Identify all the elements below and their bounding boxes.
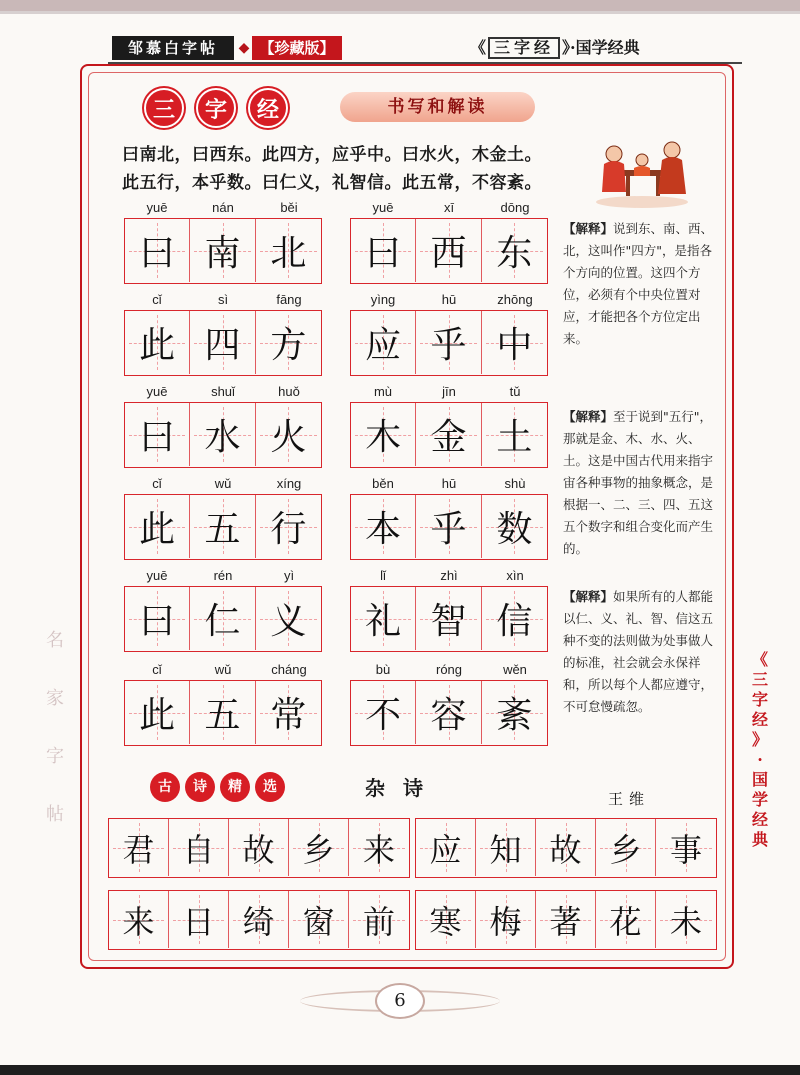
pinyin-label: xī	[443, 200, 455, 215]
pinyin-label: yuē	[146, 568, 168, 583]
grid-cell	[476, 819, 536, 876]
pinyin-label: nán	[212, 200, 234, 215]
side-char: 字	[46, 746, 64, 767]
char-group	[124, 476, 322, 572]
grid-cell	[256, 403, 321, 466]
pinyin-label: cǐ	[152, 292, 162, 307]
hanzi-char: 知	[489, 830, 522, 869]
pinyin-label: yì	[283, 568, 295, 583]
explanation-tag: 【解释】	[563, 409, 614, 424]
pinyin-label: huǒ	[278, 384, 300, 399]
side-char: 家	[46, 688, 64, 709]
hanzi-char: 北	[270, 233, 307, 274]
hanzi-char: 绮	[242, 902, 275, 941]
grid-cell	[482, 681, 547, 744]
char-group	[124, 200, 322, 296]
hanzi-char: 曰	[139, 417, 176, 458]
writing-grid	[350, 402, 548, 468]
verse-line-1: 曰南北，曰西东。此四方，应乎中。曰水火，木金土。	[122, 145, 542, 165]
hanzi-char: 应	[429, 830, 462, 869]
section-title-char-3: 经	[248, 88, 288, 128]
pinyin-label: rén	[213, 568, 233, 583]
pinyin-label: mù	[373, 384, 393, 399]
grid-cell	[416, 819, 476, 876]
writing-grid	[124, 218, 322, 284]
section-title-char-2: 字	[196, 88, 236, 128]
hanzi-char: 窗	[302, 902, 335, 941]
pinyin-label: wǔ	[214, 662, 232, 677]
writing-grid	[124, 402, 322, 468]
hanzi-char: 南	[204, 233, 241, 274]
hanzi-char: 此	[139, 325, 176, 366]
grid-cell	[190, 219, 255, 282]
char-group	[350, 662, 548, 758]
writing-grid	[350, 218, 548, 284]
grid-cell	[476, 891, 536, 948]
hanzi-char: 礼	[365, 601, 402, 642]
hanzi-char: 故	[242, 830, 275, 869]
hanzi-char: 不	[365, 695, 402, 736]
hanzi-char: 数	[496, 509, 533, 550]
hanzi-char: 紊	[496, 695, 533, 736]
char-group	[124, 384, 322, 480]
hanzi-char: 应	[365, 325, 402, 366]
pinyin-label: xìn	[506, 568, 524, 583]
series-suffix: ·国学经典	[570, 38, 640, 57]
poem-label-char-3: 精	[220, 772, 250, 802]
grid-cell	[349, 891, 409, 948]
grid-cell	[482, 587, 547, 650]
grid-cell	[656, 819, 716, 876]
grid-cell	[256, 311, 321, 374]
grid-cell	[482, 219, 547, 282]
grid-cell	[125, 219, 190, 282]
grid-cell	[190, 681, 255, 744]
side-right-text: 《 三 字 经 》 · 国 学 经 典	[751, 650, 768, 849]
grid-cell	[109, 891, 169, 948]
pinyin-label: yuē	[372, 200, 394, 215]
char-group	[124, 292, 322, 388]
grid-cell	[416, 403, 481, 466]
verse-line-2: 此五行，本乎数。曰仁义，礼智信。此五常，不容紊。	[122, 173, 542, 193]
explanation-text: 说到东、南、西、北，这叫作"四方"，是指各个方向的位置。这四个方位，必须有个中央位置对应，才能把各个方位定出来。	[563, 221, 714, 346]
hanzi-char: 常	[270, 695, 307, 736]
grid-cell	[349, 819, 409, 876]
grid-cell	[229, 891, 289, 948]
grid-cell	[416, 219, 481, 282]
grid-cell	[351, 219, 416, 282]
poem-label-char-1: 古	[150, 772, 180, 802]
pinyin-label: sì	[217, 292, 229, 307]
hanzi-char: 五	[204, 695, 241, 736]
grid-cell	[351, 681, 416, 744]
explanation-tag: 【解释】	[563, 221, 614, 236]
writing-grid	[124, 494, 322, 560]
hanzi-char: 土	[496, 417, 533, 458]
hanzi-char: 火	[270, 417, 307, 458]
hanzi-char: 五	[204, 509, 241, 550]
pinyin-label: shù	[504, 476, 526, 491]
hanzi-char: 寒	[429, 902, 462, 941]
pinyin-label: fāng	[276, 292, 302, 307]
grid-cell	[482, 311, 547, 374]
writing-grid	[124, 586, 322, 652]
grid-cell	[169, 891, 229, 948]
pinyin-label: wǔ	[214, 476, 232, 491]
grid-cell	[351, 311, 416, 374]
grid-cell	[416, 311, 481, 374]
grid-cell	[125, 587, 190, 650]
grid-cell	[190, 311, 255, 374]
hanzi-char: 容	[430, 695, 467, 736]
grid-cell	[416, 495, 481, 558]
scholars-illustration-icon	[592, 130, 692, 210]
grid-cell	[125, 311, 190, 374]
grid-cell	[536, 891, 596, 948]
page-number: 6	[375, 983, 425, 1019]
grid-cell	[416, 891, 476, 948]
pinyin-label: běi	[280, 200, 298, 215]
hanzi-char: 事	[669, 830, 702, 869]
char-group	[124, 662, 322, 758]
pinyin-label: zhōng	[497, 292, 533, 307]
hanzi-char: 此	[139, 509, 176, 550]
hanzi-char: 未	[669, 902, 702, 941]
side-caption-right	[740, 650, 780, 850]
explanation-2	[563, 406, 723, 560]
hanzi-char: 日	[182, 902, 215, 941]
poem-line	[108, 818, 410, 878]
grid-cell	[289, 819, 349, 876]
hanzi-char: 曰	[365, 233, 402, 274]
pinyin-label: yìng	[370, 292, 396, 307]
grid-cell	[256, 587, 321, 650]
writing-grid	[350, 494, 548, 560]
explanation-tag: 【解释】	[563, 589, 614, 604]
hanzi-char: 西	[430, 233, 467, 274]
hanzi-char: 本	[365, 509, 402, 550]
grid-cell	[125, 495, 190, 558]
bottom-border	[0, 1065, 800, 1075]
hanzi-char: 东	[496, 233, 533, 274]
pinyin-label: hū	[441, 476, 457, 491]
char-group	[350, 292, 548, 388]
hanzi-char: 来	[122, 902, 155, 941]
side-char: 名	[46, 630, 64, 651]
hanzi-char: 行	[270, 509, 307, 550]
pinyin-label: cháng	[271, 662, 307, 677]
hanzi-char: 来	[362, 830, 395, 869]
grid-cell	[482, 495, 547, 558]
poem-label-char-4: 选	[255, 772, 285, 802]
hanzi-char: 水	[204, 417, 241, 458]
char-group	[350, 476, 548, 572]
writing-grid	[350, 680, 548, 746]
book-title: 邹慕白字帖	[112, 36, 234, 60]
grid-cell	[351, 495, 416, 558]
hanzi-char: 乎	[430, 509, 467, 550]
grid-cell	[256, 495, 321, 558]
grid-cell	[190, 495, 255, 558]
top-band	[0, 0, 800, 14]
poem-label-char-2: 诗	[185, 772, 215, 802]
pinyin-label: dōng	[500, 200, 530, 215]
pinyin-label: hū	[441, 292, 457, 307]
grid-cell	[229, 819, 289, 876]
grid-cell	[256, 681, 321, 744]
hanzi-char: 自	[182, 830, 215, 869]
section-title-char-1: 三	[144, 88, 184, 128]
writing-grid	[350, 586, 548, 652]
pinyin-label: wěn	[503, 662, 527, 677]
poem-title: 杂诗	[365, 776, 441, 800]
hanzi-char: 花	[609, 902, 642, 941]
char-group	[124, 568, 322, 664]
pinyin-label: shuǐ	[211, 384, 235, 399]
grid-cell	[596, 891, 656, 948]
hanzi-char: 乡	[609, 830, 642, 869]
explanation-text: 至于说到"五行"，那就是金、木、水、火、土。这是中国古代用来指宇宙各种事物的抽象概念，是根据一、二、三、四、五这五个数字和组合变化而产生的。	[563, 409, 714, 556]
grid-cell	[351, 587, 416, 650]
hanzi-char: 君	[122, 830, 155, 869]
hanzi-char: 曰	[139, 233, 176, 274]
edition-label: 【珍藏版】	[252, 36, 342, 60]
pinyin-label: jīn	[442, 384, 456, 399]
hanzi-char: 故	[549, 830, 582, 869]
hanzi-char: 四	[204, 325, 241, 366]
grid-cell	[169, 819, 229, 876]
poem-line	[415, 890, 717, 950]
hanzi-char: 著	[549, 902, 582, 941]
char-group	[350, 568, 548, 664]
side-caption-left	[42, 612, 68, 844]
hanzi-char: 仁	[204, 601, 241, 642]
hanzi-char: 金	[430, 417, 467, 458]
hanzi-char: 曰	[139, 601, 176, 642]
hanzi-char: 义	[270, 601, 307, 642]
grid-cell	[351, 403, 416, 466]
hanzi-char: 中	[496, 325, 533, 366]
grid-cell	[190, 403, 255, 466]
diamond-icon: ◆	[238, 40, 250, 56]
hanzi-char: 信	[496, 601, 533, 642]
grid-cell	[482, 403, 547, 466]
pinyin-label: cǐ	[152, 662, 162, 677]
pinyin-label: zhì	[440, 568, 458, 583]
char-group	[350, 384, 548, 480]
hanzi-char: 木	[365, 417, 402, 458]
poem-line	[415, 818, 717, 878]
writing-grid	[124, 310, 322, 376]
hanzi-char: 此	[139, 695, 176, 736]
writing-grid	[350, 310, 548, 376]
grid-cell	[125, 681, 190, 744]
explanation-3	[563, 586, 723, 718]
pinyin-label: běn	[372, 476, 394, 491]
grid-cell	[416, 681, 481, 744]
grid-cell	[256, 219, 321, 282]
grid-cell	[289, 891, 349, 948]
hanzi-char: 梅	[489, 902, 522, 941]
hanzi-char: 方	[270, 325, 307, 366]
poem-author: 王维	[608, 790, 651, 808]
grid-cell	[190, 587, 255, 650]
series-title: 三字经	[488, 37, 560, 59]
explanation-1	[563, 218, 723, 350]
poem-line	[108, 890, 410, 950]
side-char: 帖	[46, 804, 64, 825]
pinyin-label: bù	[375, 662, 391, 677]
grid-cell	[596, 819, 656, 876]
pinyin-label: cǐ	[152, 476, 162, 491]
hanzi-char: 乎	[430, 325, 467, 366]
grid-cell	[109, 819, 169, 876]
char-group	[350, 200, 548, 296]
pinyin-label: yuē	[146, 200, 168, 215]
hanzi-char: 前	[362, 902, 395, 941]
grid-cell	[536, 819, 596, 876]
grid-cell	[656, 891, 716, 948]
grid-cell	[416, 587, 481, 650]
writing-grid	[124, 680, 322, 746]
pinyin-label: tǔ	[509, 384, 521, 399]
explanation-text: 如果所有的人都能以仁、义、礼、智、信这五种不变的法则做为处事做人的标准，社会就会永保祥和，所以每个人都应遵守，不可怠慢疏忽。	[563, 589, 714, 714]
hanzi-char: 智	[430, 601, 467, 642]
hanzi-char: 乡	[302, 830, 335, 869]
pinyin-label: xíng	[276, 476, 302, 491]
grid-cell	[125, 403, 190, 466]
section-banner: 书写和解读	[340, 92, 535, 122]
pinyin-label: yuē	[146, 384, 168, 399]
series-header: 《 三字经 》·国学经典	[470, 38, 640, 57]
pinyin-label: lǐ	[380, 568, 386, 583]
pinyin-label: róng	[435, 662, 463, 677]
